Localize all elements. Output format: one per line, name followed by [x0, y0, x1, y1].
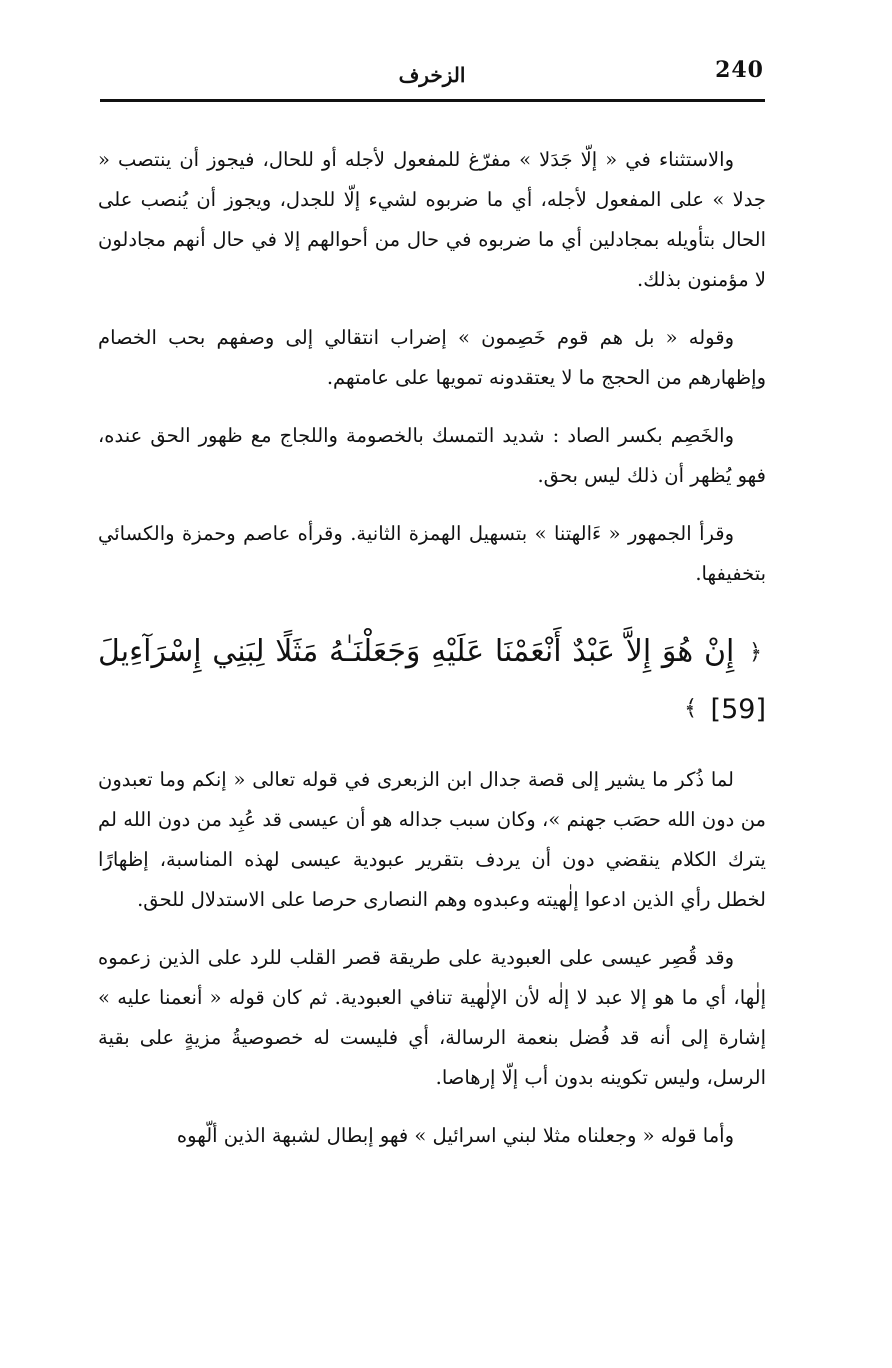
commentary-paragraph: لما ذُكر ما يشير إلى قصة جدال ابن الزبعرى في قوله تعالى « إنكم وما تعبدون من دون الله حصَب جهنم »، وكان سبب جداله هو أن عيسى قد عُبِد من دون الله لم يترك الكلام ينقضي دون أن يردف بتقرير عبودية عيسى لهذه المناسبة، إظهارًا لخطل رأي الذين ادعوا إلٰهيته وعبدوه وهم النصارى حرصا على الاستدلال للحق.: [98, 767, 766, 911]
verse-ornament-open: ﴿: [749, 639, 762, 665]
verse-number: [59]: [710, 693, 766, 725]
page-number: 240: [715, 57, 764, 83]
paragraph: والخَصِم بكسر الصاد : شديد التمسك بالخصومة واللجاج مع ظهور الحق عنده، فهو يُظهر أن ذلك ليس بحق.: [98, 424, 766, 487]
page-header: [100, 55, 764, 97]
commentary-paragraph: وقد قُصِر عيسى على العبودية على طريقة قصر القلب للرد على الذين زعموه إلٰها، أي ما هو إلا عبد لا إلٰه لأن الإلٰهية تنافي العبودية. ثم كان قوله « أنعمنا عليه » إشارة إلى أنه قد فُضل بنعمة الرسالة، أي فليست له خصوصيةُ مزيةٍ على بقية الرسل، وليس تكوينه بدون أب إلّا إرهاصا.: [98, 945, 766, 1089]
verse-ornament-close: ﴾: [684, 696, 697, 721]
paragraph: وقرأ الجمهور « ءَالهتنا » بتسهيل الهمزة الثانية. وقرأه عاصم وحمزة والكسائي بتخفيفها.: [98, 522, 766, 585]
commentary-paragraph: وأما قوله « وجعلناه مثلا لبني اسرائيل » فهو إبطال لشبهة الذين ألّهوه: [176, 1123, 734, 1147]
paragraph: وقوله « بل هم قوم خَصِمون » إضراب انتقالي إلى وصفهم بحب الخصام وإظهارهم من الحجج ما لا يعتقدونه تمويها على عامتهم.: [98, 326, 766, 389]
quran-verse: [98, 624, 766, 738]
verse-text: إِنْ هُوَ إِلاَّ عَبْدٌ أَنْعَمْنَا عَلَيْهِ وَجَعَلْنَـٰهُ مَثَلًا لِبَنِي إِسْرَآءِيلَ: [98, 634, 735, 669]
running-title: الزخرف: [398, 63, 466, 87]
header-rule: [100, 99, 765, 102]
paragraph: والاستثناء في « إلّا جَدَلا » مفرّغ للمفعول لأجله أو للحال، فيجوز أن ينتصب « جدلا » على المفعول لأجله، أي ما ضربوه لشيء إلّا للجدل، ويجوز أن يُنصب على الحال بتأويله بمجادلين أي ما ضربوه في حال من أحوالهم إلا في حال أنهم مجادلون لا مؤمنون بذلك.: [98, 148, 766, 291]
page-body: [98, 140, 766, 1174]
